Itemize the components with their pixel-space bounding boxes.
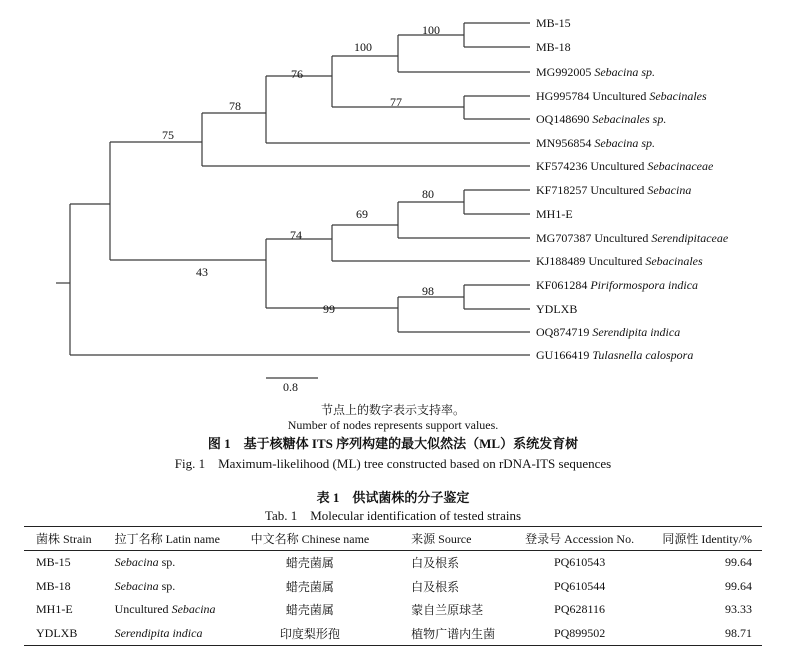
- taxon-label: MB-15: [536, 16, 571, 30]
- table-row: [24, 575, 762, 599]
- table-header-row: [24, 527, 762, 551]
- support-label-sebacinales-pair: 77: [390, 95, 402, 109]
- cell-latin-name: Uncultured Sebacina: [114, 602, 216, 617]
- header-latin-name: 拉丁名称 Latin name: [105, 527, 239, 551]
- table-title-zh: 表 1 供试菌株的分子鉴定: [316, 490, 470, 505]
- header-source: 来源 Source: [381, 527, 514, 551]
- cell-accession: PQ899502: [553, 625, 606, 640]
- support-label-node-74: 74: [290, 228, 302, 242]
- table-row: [24, 622, 762, 646]
- cell-identity: 93.33: [725, 602, 752, 617]
- identification-table: [24, 526, 762, 646]
- taxon-labels: [536, 16, 729, 362]
- figure-caption-en: Fig. 1 Maximum-likelihood (ML) tree constructed based on rDNA-ITS sequences: [174, 456, 612, 471]
- taxon-label: OQ148690 Sebacinales sp.: [536, 112, 667, 126]
- support-label-kf718257-mh1e: 80: [422, 187, 434, 201]
- support-label-node-78: 78: [229, 99, 241, 113]
- taxon-label: YDLXB: [536, 302, 578, 316]
- cell-source: 蒙自兰原球茎: [411, 603, 484, 618]
- figure-note-zh: 节点上的数字表示支持率。: [320, 403, 465, 417]
- support-label-node-69: 69: [356, 207, 368, 221]
- header-accession: 登录号 Accession No.: [514, 527, 646, 551]
- cell-latin-name: Sebacina sp.: [114, 555, 176, 570]
- taxon-label: MN956854 Sebacina sp.: [536, 136, 655, 150]
- taxon-label: KF718257 Uncultured Sebacina: [536, 183, 692, 197]
- scale-bar-label: 0.8: [283, 380, 298, 394]
- cell-chinese-name: 蜡壳菌属: [285, 603, 334, 618]
- table-row: [24, 598, 762, 622]
- taxon-label: KJ188489 Uncultured Sebacinales: [536, 254, 703, 268]
- cell-chinese-name: 蜡壳菌属: [285, 556, 334, 571]
- table-row: [24, 551, 762, 575]
- cell-accession: PQ628116: [554, 602, 606, 617]
- cell-strain: MH1-E: [36, 602, 73, 617]
- cell-strain: MB-15: [36, 555, 71, 570]
- header-strain: 菌株 Strain: [24, 527, 105, 551]
- taxon-label: KF061284 Piriformospora indica: [536, 278, 699, 292]
- support-label-mb15-mb18: 100: [422, 23, 440, 37]
- figure-note-en: Number of nodes represents support values.: [287, 418, 499, 432]
- support-label-piriformospora-ydlxb: 98: [422, 284, 434, 298]
- support-label-node-43: 43: [196, 265, 208, 279]
- header-chinese-name: 中文名称 Chinese name: [239, 527, 381, 551]
- scale-bar: [266, 378, 318, 394]
- cell-chinese-name: 蜡壳菌属: [285, 579, 334, 594]
- taxon-label: MH1-E: [536, 207, 573, 221]
- taxon-label: HG995784 Uncultured Sebacinales: [536, 89, 707, 103]
- cell-identity: 99.64: [725, 578, 752, 593]
- support-label-serendipita-clade: 99: [323, 302, 335, 316]
- taxon-label: GU166419 Tulasnella calospora: [536, 348, 694, 362]
- taxon-label: OQ874719 Serendipita indica: [536, 325, 681, 339]
- cell-accession: PQ610544: [553, 578, 606, 593]
- taxon-label: KF574236 Uncultured Sebacinaceae: [536, 159, 714, 173]
- support-label-sebacina-clade: 76: [291, 67, 303, 81]
- figure-caption-zh: 图 1 基于核糖体 ITS 序列构建的最大似然法（ML）系统发育树: [207, 436, 579, 451]
- cell-latin-name: Serendipita indica: [114, 625, 203, 640]
- cell-strain: MB-18: [36, 578, 71, 593]
- cell-source: 白及根系: [411, 579, 460, 594]
- support-label-mb-clade: 100: [354, 40, 372, 54]
- cell-source: 白及根系: [411, 556, 460, 571]
- cell-chinese-name: 印度梨形孢: [279, 626, 340, 641]
- cell-source: 植物广谱内生菌: [411, 626, 496, 641]
- cell-identity: 99.64: [725, 555, 752, 570]
- table-title-en: Tab. 1 Molecular identification of tested strains: [264, 508, 522, 523]
- cell-latin-name: Sebacina sp.: [114, 578, 176, 593]
- taxon-label: MB-18: [536, 40, 571, 54]
- header-identity: 同源性 Identity/%: [645, 527, 762, 551]
- cell-strain: YDLXB: [36, 625, 78, 640]
- cell-identity: 98.71: [725, 625, 752, 640]
- cell-accession: PQ610543: [553, 555, 606, 570]
- taxon-label: MG992005 Sebacina sp.: [536, 65, 655, 79]
- support-label-node-75: 75: [162, 128, 174, 142]
- taxon-label: MG707387 Uncultured Serendipitaceae: [536, 231, 729, 245]
